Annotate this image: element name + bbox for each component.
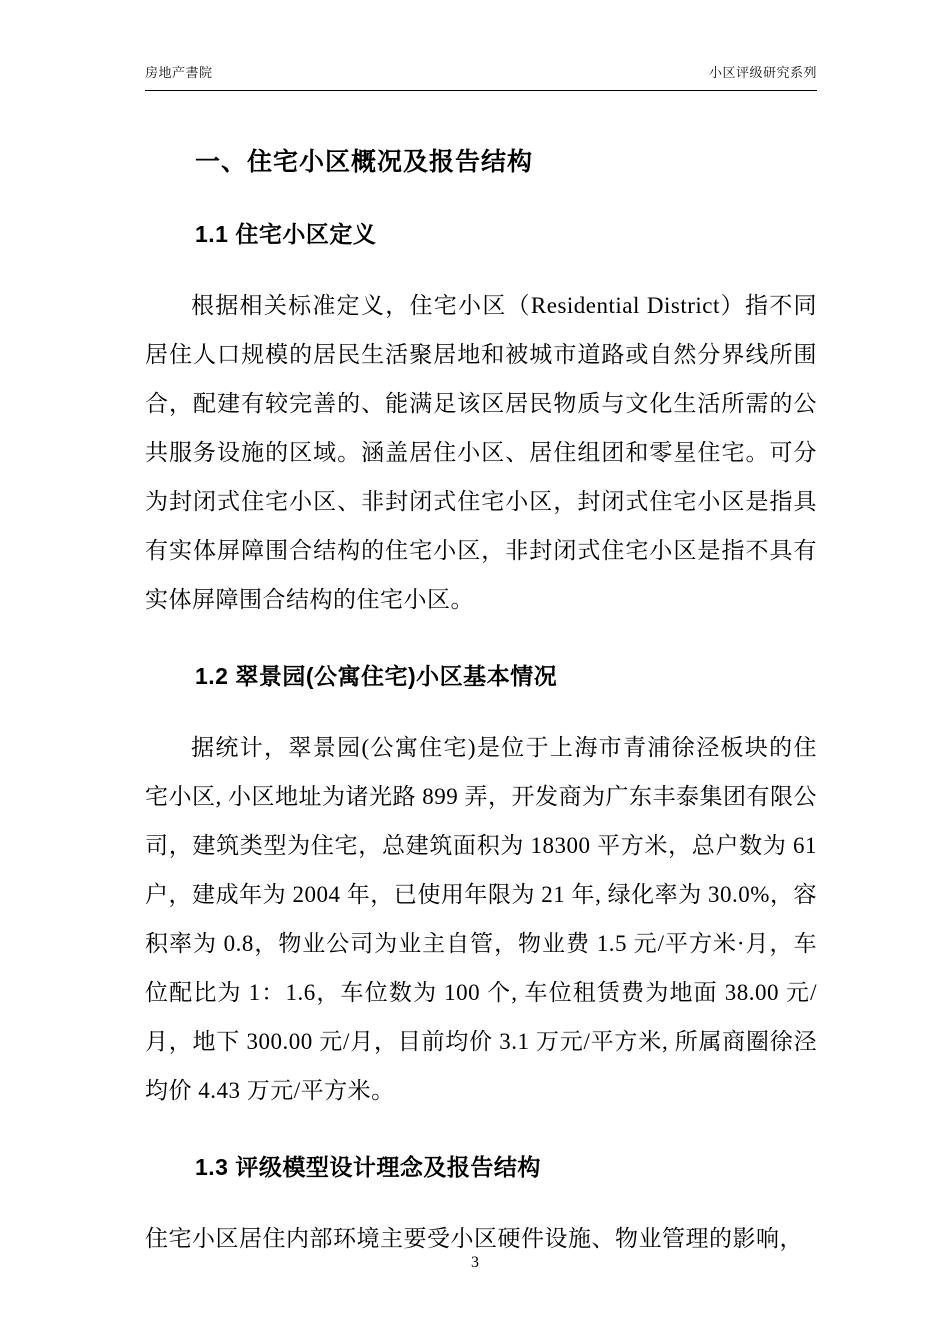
section-1-1-paragraph: 根据相关标准定义，住宅小区（Residential District）指不同居住人口规模的居民生活聚居地和被城市道路或自然分界线所围合，配建有较完善的、能满足该区居民物质与文化生活所需的公共服务设施的区域。涵盖居住小区、居住组团和零星住宅。可分为封闭式住宅小区、非封闭式住宅小区，封闭式住宅小区是指具有实体屏障围合结构的住宅小区，非封闭式住宅小区是指不具有实体屏障围合结构的住宅小区。 — [145, 293, 817, 612]
chapter-heading: 一、住宅小区概况及报告结构 — [195, 148, 534, 176]
document-body — [145, 118, 817, 1275]
page-number: 3 — [471, 1254, 479, 1271]
header-right-text: 小区评级研究系列 — [708, 65, 817, 80]
document-footer — [0, 1254, 950, 1272]
section-1-2-heading: 1.2 翠景园(公寓住宅)小区基本情况 — [195, 663, 558, 689]
section-1-3-heading: 1.3 评级模型设计理念及报告结构 — [195, 1154, 541, 1180]
section-1-2-paragraph: 据统计，翠景园(公寓住宅)是位于上海市青浦徐泾板块的住宅小区, 小区地址为诸光路 899 弄，开发商为广东丰泰集团有限公司，建筑类型为住宅，总建筑面积为 18300 平方米，总户数为 61 户，建成年为 2004 年，已使用年限为 21 年, 绿化率为 30.0%，容积率为 0.8，物业公司为业主自管，物业费 1.5 元/平方米·月，车位配比为 1：1.6，车位数为 100 个, 车位租赁费为地面 38.00 元/月，地下 300.00 元/月，目前均价 3.1 万元/平方米, 所属商圈徐泾均价 4.43 万元/平方米。 — [145, 735, 817, 1103]
section-1-3-paragraph: 住宅小区居住内部环境主要受小区硬件设施、物业管理的影响， — [145, 1226, 803, 1251]
header-left-text: 房地产書院 — [145, 65, 213, 80]
section-1-1-heading: 1.1 住宅小区定义 — [195, 221, 377, 247]
document-header — [145, 62, 817, 81]
header-divider — [145, 90, 817, 91]
